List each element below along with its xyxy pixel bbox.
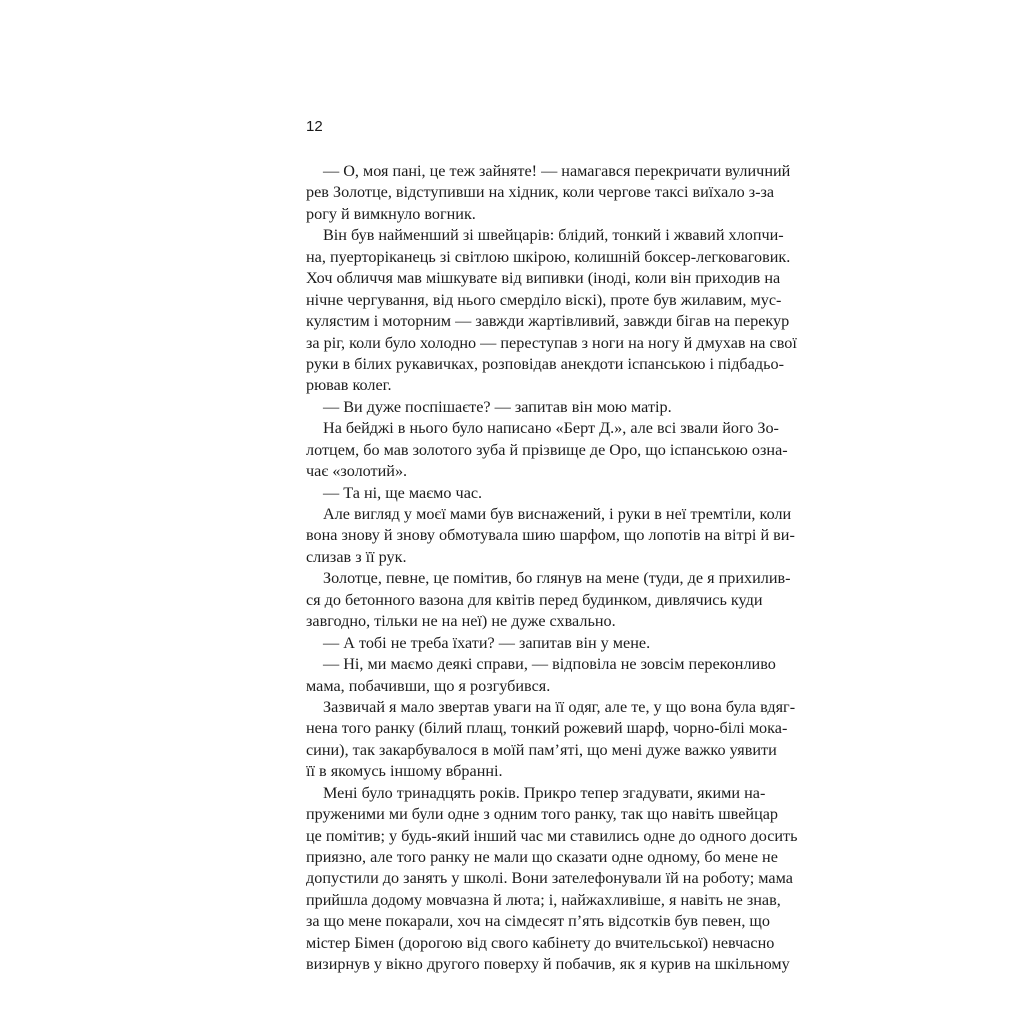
text-line: рев Золотце, відступивши на хідник, коли чергове таксі виїхало з-за xyxy=(306,183,775,202)
text-line: приязно, але того ранку не мали що сказати одне одному, бо мене не xyxy=(306,848,778,866)
page-number: 12 xyxy=(306,118,323,135)
text-line: руки в білих рукавичках, розповідав анекдоти іспанською і підбадьо- xyxy=(306,354,784,373)
text-line: допустили до занять у школі. Вони зателефонували їй на роботу; мама xyxy=(306,869,793,888)
text-line: Хоч обличчя мав мішкувате від випивки (іноді, коли він приходив на xyxy=(306,269,781,288)
text-line: мама, побачивши, що я розгубився. xyxy=(306,676,551,695)
text-line: завгодно, тільки не на неї) не дуже схвально. xyxy=(306,612,616,631)
text-line: на, пуерторіканець зі світлою шкірою, колишній боксер-легковаговик. xyxy=(306,247,791,266)
text-line: чає «золотий». xyxy=(306,462,408,481)
text-line: — Ви дуже поспішаєте? — запитав він мою матір. xyxy=(323,397,672,416)
text-line: вона знову й знову обмотувала шию шарфом, що лопотів на вітрі й ви- xyxy=(306,526,795,545)
text-line: слизав з її рук. xyxy=(306,547,407,566)
text-line: Золотце, певне, це помітив, бо глянув на мене (туди, де я прихилив- xyxy=(323,569,791,588)
text-line: ся до бетонного вазона для квітів перед будинком, дивлячись куди xyxy=(306,590,763,609)
text-line: це помітив; у будь-який інший час ми ставились одне до одного досить xyxy=(306,826,798,845)
text-line: лотцем, бо мав золотого зуба й прізвище де Оро, що іспанською озна- xyxy=(306,440,788,459)
text-line: прийшла додому мовчазна й люта; і, найжахливіше, я навіть не знав, xyxy=(306,890,781,909)
text-line: за ріг, коли було холодно — переступав з ноги на ногу й дмухав на свої xyxy=(306,333,797,352)
text-line: кулястим і моторним — завжди жартівливий, завжди бігав на перекур xyxy=(306,312,790,331)
text-line: — Та ні, ще маємо час. xyxy=(323,483,483,502)
text-line: Зазвичай я мало звертав уваги на її одяг, але те, у що вона була вдяг- xyxy=(323,697,796,716)
text-line: її в якомусь іншому вбранні. xyxy=(306,762,503,781)
text-line: містер Бімен (дорогою від свого кабінету до вчительської) невчасно xyxy=(306,933,775,952)
text-line: за що мене покарали, хоч на сімдесят п’ять відсотків був певен, що xyxy=(306,912,770,931)
text-line: пруженими ми були одне з одним того ранку, так що навіть швейцар xyxy=(306,805,779,824)
text-line: рював колег. xyxy=(306,376,392,395)
text-line: рогу й вимкнуло вогник. xyxy=(306,204,476,223)
text-line: Він був найменший зі швейцарів: блідий, тонкий і жвавий хлопчи- xyxy=(323,226,784,245)
body-text xyxy=(306,161,798,976)
text-line: визирнув у вікно другого поверху й побачив, як я курив на шкільному xyxy=(306,955,790,974)
text-line: — Ні, ми маємо деякі справи, — відповіла не зовсім переконливо xyxy=(323,655,776,674)
text-line: — О, моя пані, це теж зайняте! — намагався перекричати вуличний xyxy=(323,162,791,180)
text-line: Але вигляд у моєї мами був виснажений, і руки в неї тремтіли, коли xyxy=(323,505,792,523)
text-line: сини), так закарбувалося в моїй пам’яті, що мені дуже важко уявити xyxy=(306,740,777,759)
text-line: нена того ранку (білий плащ, тонкий рожевий шарф, чорно-білі мока- xyxy=(306,719,788,738)
text-line: нічне чергування, від нього смерділо віскі), проте був жилавим, мус- xyxy=(306,290,782,309)
text-line: На бейджі в нього було написано «Берт Д.», але всі звали його Зо- xyxy=(323,419,779,438)
text-line: — А тобі не треба їхати? — запитав він у мене. xyxy=(323,633,651,652)
text-line: Мені було тринадцять років. Прикро тепер згадувати, якими на- xyxy=(323,783,766,802)
